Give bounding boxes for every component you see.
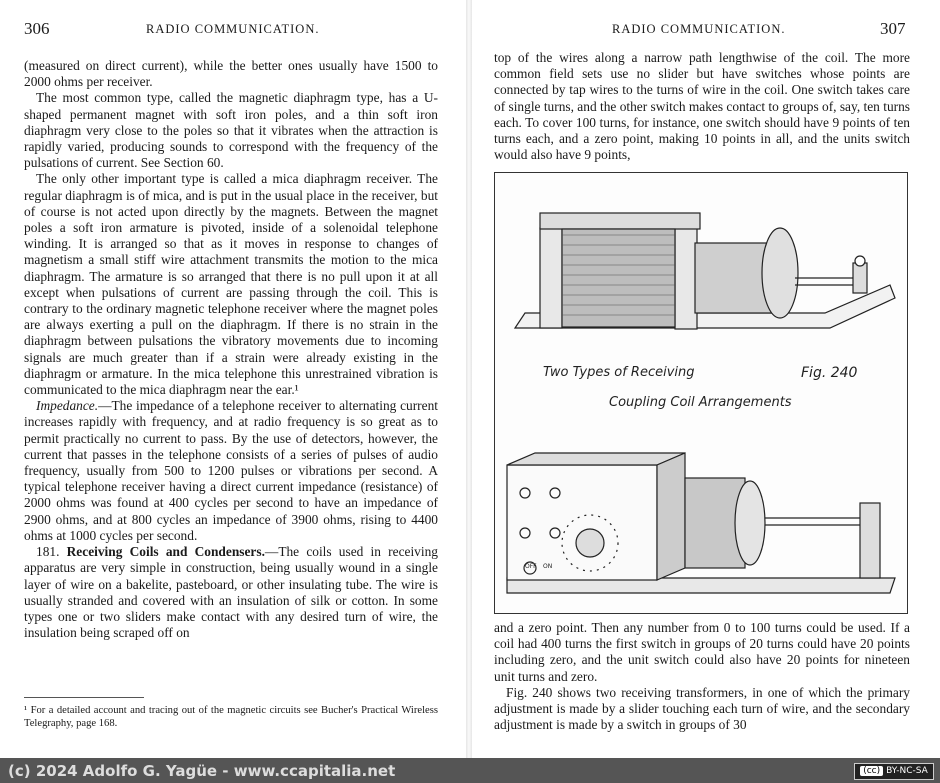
section-heading: Receiving Coils and Condensers. [66, 544, 265, 560]
left-page [0, 0, 466, 758]
figure-caption-line2: Coupling Coil Arrangements [609, 395, 792, 410]
figure-caption-line1: Two Types of Receiving [543, 365, 695, 380]
switch-coil-device [507, 453, 895, 593]
copyright-notice: (c) 2024 Adolfo G. Yagüe - www.ccapitalia.net [8, 762, 396, 780]
right-page [472, 0, 940, 758]
right-page-number: 307 [880, 19, 906, 38]
paragraph-fig-240: Fig. 240 shows two receiving transformers, in one of which the primary adjustment is made by a slider touching each turn of wire, and the secondary adjustment is made by a switch in groups of 30 [494, 684, 910, 733]
section-181 [24, 544, 438, 641]
footnote: ¹ For a detailed account and tracing out of the magnetic circuits see Bucher's Practical Wireless Telegraphy, page 168. [24, 705, 438, 729]
right-running-header: RADIO COMMUNICATION. [612, 22, 786, 36]
section-text: —The coils used in receiving apparatus are very simple in construction, being usually wound in a single layer of wire on a bakelite, pasteboard, or other insulating tube. The wire is usually stranded and covered with an insulation of silk or cotton. In some types one or two sliders make contact with any desired turn of wire, the insulation being scraped off on [24, 544, 438, 641]
impedance-text: —The impedance of a telephone receiver to alternating current increases rapidly with frequency, and at radio frequency is so great as to permit practically no current to pass. By the use of detectors, however, the current that passes in the telephone consists of a series of pulses of audio frequency, usually from 500 to 1200 pulses or vibrations per second. A typical telephone receiver having a direct current impedance (resistance) of 2000 ohms was found at 400 cycles per second to have an impedance of 2900 ohms, and at 800 cycles an impedance of 3900 ohms, rising to 4400 ohms at 1000 cycles per second. [24, 398, 438, 543]
section-number: 181. [36, 544, 60, 560]
paragraph-continued: (measured on direct current), while the better ones usually have 1500 to 2000 ohms per receiver. [24, 58, 438, 90]
footnote-rule [24, 697, 144, 698]
slider-coil-device [515, 213, 895, 329]
impedance-heading: Impedance. [36, 398, 99, 414]
figure-label: Fig. 240 [801, 365, 858, 381]
left-body-text [24, 58, 438, 641]
coupling-coil-illustration [495, 173, 907, 613]
left-running-header: RADIO COMMUNICATION. [146, 22, 320, 36]
left-page-number: 306 [24, 19, 50, 38]
on-label: ON [543, 563, 553, 570]
paragraph-top: top of the wires along a narrow path lengthwise of the coil. The more common field sets use no slider but have switches whose points are connected by tap wires to the turns of wire in the coil. One switch takes care of single turns, and the other switch makes contact to groups of, say, ten turns each. To cover 100 turns, for instance, one switch should have 9 points of ten turns each, and a zero point, making 10 points in all, and the units switch would also have 9 points, [494, 50, 911, 163]
paragraph-zero-point: and a zero point. Then any number from 0 to 100 turns could be used. If a coil had 400 turns the first switch in groups of 20 turns could have 20 points including zero, and the unit switch could also have 20 points for nineteen unit turns and zero. [494, 620, 910, 684]
off-label: OFF [525, 563, 537, 570]
right-top-text [494, 50, 910, 163]
paragraph-mica-diaphragm: The only other important type is called a mica diaphragm receiver. The regular diaphragm is of mica, and is put in the usual place in the receiver, but of course is not acted upon directly by the magnets. Between the magnet poles a soft iron armature is pivoted, inside of a solenoidal telephone winding. It is arranged so that as it moves in response to changes of magnetism a small stiff wire attachment transmits the motion to the mica diaphragm. The armature is so arranged that there is no pull upon it at all except when pulsations of current are passing through the coil. This is contrary to the ordinary magnetic telephone receiver where the magnet poles are always exerting a pull on the diaphragm. If there is no strain in the diaphragm between pulsations the vibratory movements due to incoming signals are much greater than if a strain were already existing in the diaphragm or armature. In the mica telephone this unrestrained vibration is communicated to the mica diaphragm near the ear.¹ [24, 171, 438, 398]
cc-icon: (cc) [860, 766, 883, 776]
paragraph-impedance [24, 398, 438, 544]
paragraph-magnetic-diaphragm: The most common type, called the magnetic diaphragm type, has a U-shaped permanent magnet with soft iron poles, and a thin soft iron diaphragm very close to the poles so that it vibrates when the attraction is rapidly varied, producing sounds to correspond with the frequency of the pulsations of current. See Section 60. [24, 90, 438, 171]
figure-240 [494, 172, 908, 614]
cc-license-badge [854, 763, 934, 780]
license-label: BY-NC-SA [886, 766, 928, 776]
right-bottom-text [494, 620, 910, 733]
